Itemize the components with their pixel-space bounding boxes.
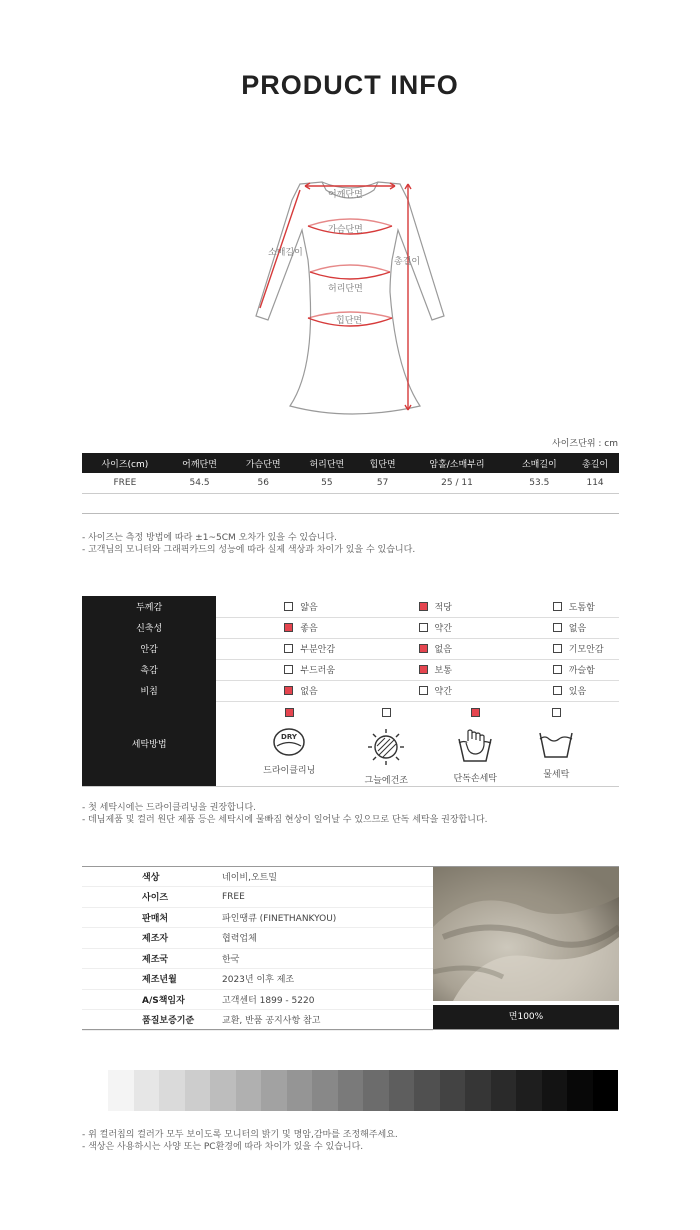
info-key: 판매처 (82, 907, 222, 928)
gray-chip (159, 1070, 185, 1111)
table-row (82, 928, 433, 949)
size-header-cell: 힙단면 (359, 453, 407, 473)
table-row (82, 638, 619, 659)
total-length-label: 총길이 (394, 257, 421, 267)
hip-label: 힙단면 (336, 316, 363, 326)
checkbox-checked[interactable] (284, 686, 293, 695)
table-row (82, 969, 433, 990)
gray-chip (185, 1070, 211, 1111)
table-row (82, 1010, 433, 1031)
svg-text:DRY: DRY (281, 732, 298, 741)
feel-option[interactable] (351, 638, 485, 659)
wash-row (82, 701, 619, 786)
size-unit: 사이즈단위 : cm (552, 439, 618, 449)
checkbox-checked[interactable] (419, 644, 428, 653)
option-label: 얇음 (300, 602, 318, 613)
size-header-cell: 소매길이 (508, 453, 572, 473)
note-line: - 색상은 사용하시는 사양 또는 PC환경에 따라 차이가 있을 수 있습니다. (82, 1142, 364, 1152)
size-header-cell: 허리단면 (295, 453, 359, 473)
option-label: 기모안감 (568, 645, 604, 655)
info-key: 색상 (82, 866, 222, 887)
option-label: 도톰함 (568, 602, 595, 613)
info-key: 제조국 (82, 948, 222, 969)
info-value: 고객센터 1899 - 5220 (222, 989, 433, 1010)
option-label: 없음 (568, 624, 587, 634)
hand-wash-icon (435, 727, 515, 765)
wash-option-label: 물세탁 (543, 769, 570, 780)
size-table (82, 453, 619, 494)
fabric-photo (433, 867, 619, 1001)
info-value: 파인땡큐 (FINETHANKYOU) (222, 907, 433, 928)
info-value: 교환, 반품 공지사항 참고 (222, 1010, 433, 1031)
gray-scale-chip (108, 1070, 618, 1111)
fabric-feel-table (82, 596, 619, 787)
wash-option[interactable] (516, 708, 596, 780)
option-label: 없음 (434, 645, 452, 655)
info-value: 한국 (222, 948, 433, 969)
feel-label: 신축성 (82, 617, 216, 638)
feel-option[interactable] (485, 617, 619, 638)
fabric-composition: 면100% (433, 1005, 619, 1029)
info-value: 네이비,오트밀 (222, 866, 433, 887)
gray-chip (593, 1070, 619, 1111)
table-row (82, 887, 433, 908)
wash-option[interactable] (435, 708, 515, 784)
feel-option[interactable] (216, 659, 350, 680)
checkbox-checked[interactable] (285, 708, 294, 717)
size-table-header (82, 453, 619, 473)
checkbox-unchecked[interactable] (553, 602, 562, 611)
size-header-cell: 총길이 (571, 453, 619, 473)
table-row (82, 473, 619, 493)
sleeve-label: 소매길이 (268, 248, 303, 258)
checkbox-unchecked[interactable] (419, 623, 428, 632)
option-label: 보통 (434, 666, 452, 676)
dress-measurement-sketch (230, 160, 470, 430)
gray-chip (338, 1070, 364, 1111)
feel-option[interactable] (485, 680, 619, 701)
size-cell: 57 (359, 473, 407, 493)
shoulder-label: 어깨단면 (328, 190, 363, 200)
size-notes (82, 532, 415, 556)
gray-chip (134, 1070, 160, 1111)
checkbox-unchecked[interactable] (553, 623, 562, 632)
feel-option[interactable] (216, 596, 350, 617)
gray-chip (210, 1070, 236, 1111)
info-key: 품질보증기준 (82, 1010, 222, 1031)
feel-option[interactable] (485, 638, 619, 659)
info-value: FREE (222, 887, 433, 908)
shade-dry-icon (346, 727, 426, 767)
size-header-cell: 사이즈(cm) (82, 453, 168, 473)
size-cell: 54.5 (168, 473, 232, 493)
option-label: 부분안감 (300, 645, 336, 655)
info-key: A/S책임자 (82, 989, 222, 1010)
table-row (82, 907, 433, 928)
feel-option[interactable] (351, 596, 485, 617)
table-row (82, 596, 619, 617)
gray-chip (108, 1070, 134, 1111)
checkbox-unchecked[interactable] (553, 644, 562, 653)
note-line: - 첫 세탁시에는 드라이클리닝을 권장합니다. (82, 803, 257, 813)
chest-label: 가슴단면 (328, 225, 363, 235)
note-line: - 고객님의 모니터와 그래픽카드의 성능에 따라 실제 색상과 차이가 있을 수 있습니다. (82, 545, 416, 555)
color-notes (82, 1129, 398, 1153)
checkbox-unchecked[interactable] (553, 686, 562, 695)
checkbox-unchecked[interactable] (284, 665, 293, 674)
checkbox-unchecked[interactable] (284, 644, 293, 653)
option-label: 부드러움 (300, 666, 336, 676)
table-row (82, 617, 619, 638)
info-value: 2023년 이후 제조 (222, 969, 433, 990)
note-line: - 위 컬러칩의 컬러가 모두 보이도록 모니터의 밝기 및 명암,감마를 조정해주세요. (82, 1130, 398, 1140)
info-key: 제조년월 (82, 969, 222, 990)
feel-option[interactable] (351, 680, 485, 701)
size-cell: 55 (295, 473, 359, 493)
size-header-cell: 가슴단면 (231, 453, 295, 473)
table-row (82, 948, 433, 969)
checkbox-unchecked[interactable] (382, 708, 391, 717)
size-cell: FREE (82, 473, 168, 493)
option-label: 적당 (434, 602, 452, 613)
water-wash-icon (516, 727, 596, 761)
note-line: - 데님제품 및 컬러 원단 제품 등은 세탁시에 물빠짐 현상이 일어날 수 있으므로 단독 세탁을 권장합니다. (82, 815, 488, 825)
dry-clean-icon (249, 727, 329, 757)
gray-chip (236, 1070, 262, 1111)
size-cell: 25 / 11 (406, 473, 507, 493)
feel-option[interactable] (351, 659, 485, 680)
wash-option[interactable] (346, 708, 426, 786)
option-label: 좋음 (300, 624, 318, 634)
checkbox-unchecked[interactable] (552, 708, 561, 717)
gray-chip (414, 1070, 440, 1111)
gray-chip (312, 1070, 338, 1111)
gray-chip (516, 1070, 542, 1111)
feel-option[interactable] (485, 659, 619, 680)
divider (82, 1029, 619, 1030)
waist-label: 허리단면 (328, 284, 363, 294)
gray-chip (363, 1070, 389, 1111)
gray-chip (440, 1070, 466, 1111)
table-row (82, 659, 619, 680)
size-cell: 114 (571, 473, 619, 493)
size-cell: 53.5 (508, 473, 572, 493)
option-label: 없음 (300, 687, 318, 697)
feel-label: 비침 (82, 680, 216, 701)
wash-label: 세탁방법 (82, 701, 216, 786)
size-cell: 56 (231, 473, 295, 493)
checkbox-unchecked[interactable] (284, 602, 293, 611)
feel-label: 안감 (82, 638, 216, 659)
gray-chip (287, 1070, 313, 1111)
feel-option[interactable] (216, 638, 350, 659)
gray-chip (491, 1070, 517, 1111)
checkbox-unchecked[interactable] (553, 665, 562, 674)
table-row (82, 680, 619, 701)
page-title: PRODUCT INFO (241, 70, 459, 100)
wash-option[interactable] (249, 708, 329, 776)
option-label: 약간 (434, 624, 452, 634)
checkbox-checked[interactable] (419, 665, 428, 674)
size-header-cell: 어깨단면 (168, 453, 232, 473)
divider (82, 513, 619, 514)
feel-option[interactable] (485, 596, 619, 617)
checkbox-checked[interactable] (284, 623, 293, 632)
feel-label: 촉감 (82, 659, 216, 680)
wash-option-label: 단독손세탁 (453, 773, 497, 784)
gray-chip (465, 1070, 491, 1111)
info-key: 사이즈 (82, 887, 222, 908)
feel-label: 두께감 (82, 596, 216, 617)
info-value: 협력업체 (222, 928, 433, 949)
checkbox-checked[interactable] (471, 708, 480, 717)
option-label: 약간 (434, 687, 452, 697)
table-row (82, 989, 433, 1010)
wash-option-label: 그늘에건조 (364, 775, 408, 786)
feel-option[interactable] (351, 617, 485, 638)
size-header-cell: 암홀/소매부리 (406, 453, 507, 473)
table-row (82, 866, 433, 887)
feel-option[interactable] (216, 680, 350, 701)
feel-option[interactable] (216, 617, 350, 638)
gray-chip (389, 1070, 415, 1111)
option-label: 까슬함 (568, 666, 595, 676)
checkbox-unchecked[interactable] (419, 686, 428, 695)
note-line: - 사이즈는 측정 방법에 따라 ±1~5CM 오차가 있을 수 있습니다. (82, 533, 338, 543)
product-info-table (82, 866, 433, 1031)
info-key: 제조자 (82, 928, 222, 949)
wash-notes (82, 802, 487, 826)
checkbox-checked[interactable] (419, 602, 428, 611)
option-label: 있음 (568, 687, 587, 697)
gray-chip (261, 1070, 287, 1111)
wash-option-label: 드라이클리닝 (263, 765, 316, 776)
gray-chip (567, 1070, 593, 1111)
gray-chip (542, 1070, 568, 1111)
